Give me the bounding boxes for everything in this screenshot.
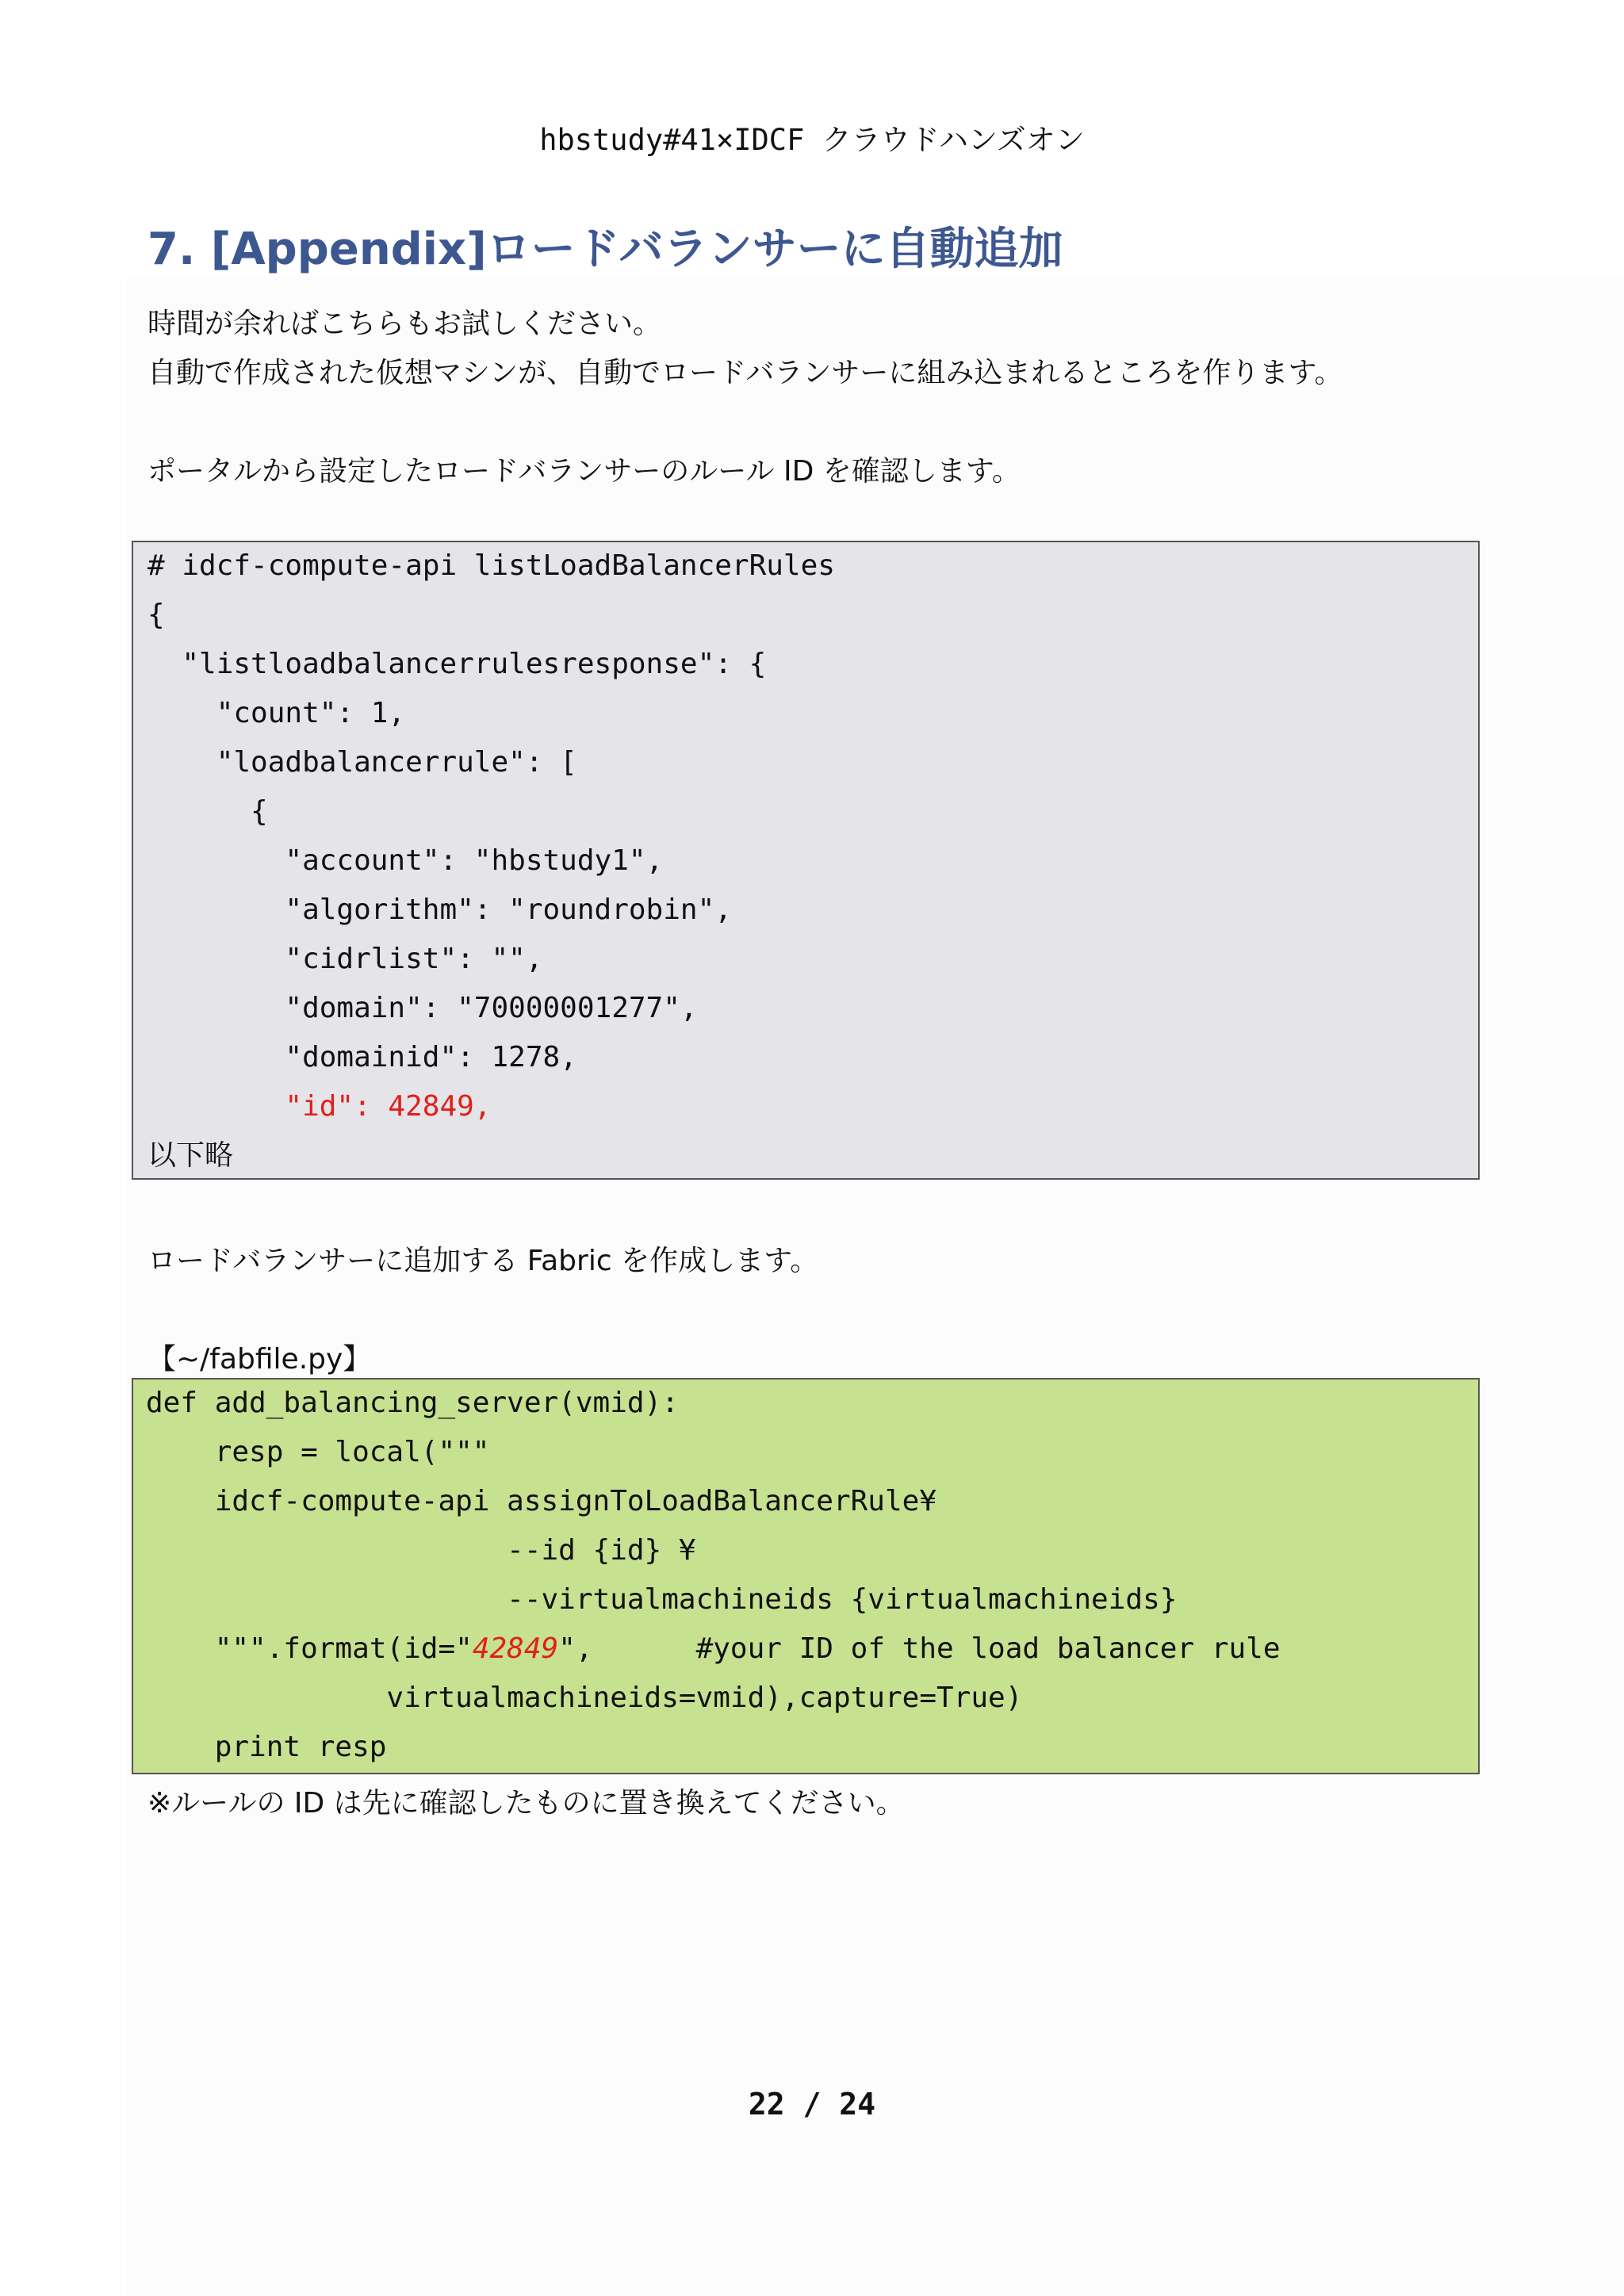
section-title: 7. [Appendix]ロードバランサーに自動追加	[147, 224, 1063, 275]
code-line-format	[146, 1633, 1281, 1665]
code-line: # idcf-compute-api listLoadBalancerRules	[147, 549, 835, 582]
intro-line-2: 自動で作成された仮想マシンが、自動でロードバランサーに組み込まれるところを作ります。	[147, 357, 1343, 389]
code-line: virtualmachineids=vmid),capture=True)	[146, 1682, 1023, 1714]
fabric-intro-line: ロードバランサーに追加する Fabric を作成します。	[147, 1245, 819, 1277]
intro-line-1: 時間が余ればこちらもお試しください。	[147, 308, 662, 340]
code-line: "cidrlist": "",	[147, 943, 543, 975]
intro-line-3: ポータルから設定したロードバランサーのルール ID を確認します。	[147, 455, 1021, 488]
code-line: {	[147, 795, 268, 828]
code-block-fabfile	[132, 1378, 1480, 1774]
page-number: 22 / 24	[748, 2087, 876, 2122]
code-block-list-rules	[132, 541, 1480, 1180]
code-line: "domainid": 1278,	[147, 1041, 577, 1073]
code-line: "loadbalancerrule": [	[147, 746, 577, 779]
code-line: --id {id} ¥	[146, 1534, 696, 1567]
code-omitted-note: 以下略	[147, 1139, 234, 1172]
rule-id-placeholder: 42849	[472, 1632, 559, 1665]
code-line: resp = local("""	[146, 1436, 490, 1468]
replace-id-note: ※ルールの ID は先に確認したものに置き換えてください。	[147, 1787, 905, 1820]
code-line: {	[147, 599, 165, 631]
file-label: 【~/fabfile.py】	[147, 1343, 372, 1376]
code-line: "domain": "70000001277",	[147, 992, 698, 1024]
code-line: "account": "hbstudy1",	[147, 844, 664, 877]
code-line: "listloadbalancerrulesresponse": {	[147, 648, 767, 680]
code-line-highlighted-id: "id": 42849,	[147, 1090, 492, 1123]
code-line: "count": 1,	[147, 697, 406, 729]
code-line: --virtualmachineids {virtualmachineids}	[146, 1583, 1178, 1616]
code-line: idcf-compute-api assignToLoadBalancerRule¥	[146, 1485, 936, 1517]
running-header: hbstudy#41×IDCF クラウドハンズオン	[539, 123, 1085, 157]
code-line: print resp	[146, 1731, 387, 1763]
code-line: "algorithm": "roundrobin",	[147, 894, 732, 926]
code-line: def add_balancing_server(vmid):	[146, 1387, 679, 1419]
code-fragment: ", #your ID of the load balancer rule	[558, 1632, 1281, 1665]
code-fragment: """.format(id="	[146, 1632, 473, 1665]
